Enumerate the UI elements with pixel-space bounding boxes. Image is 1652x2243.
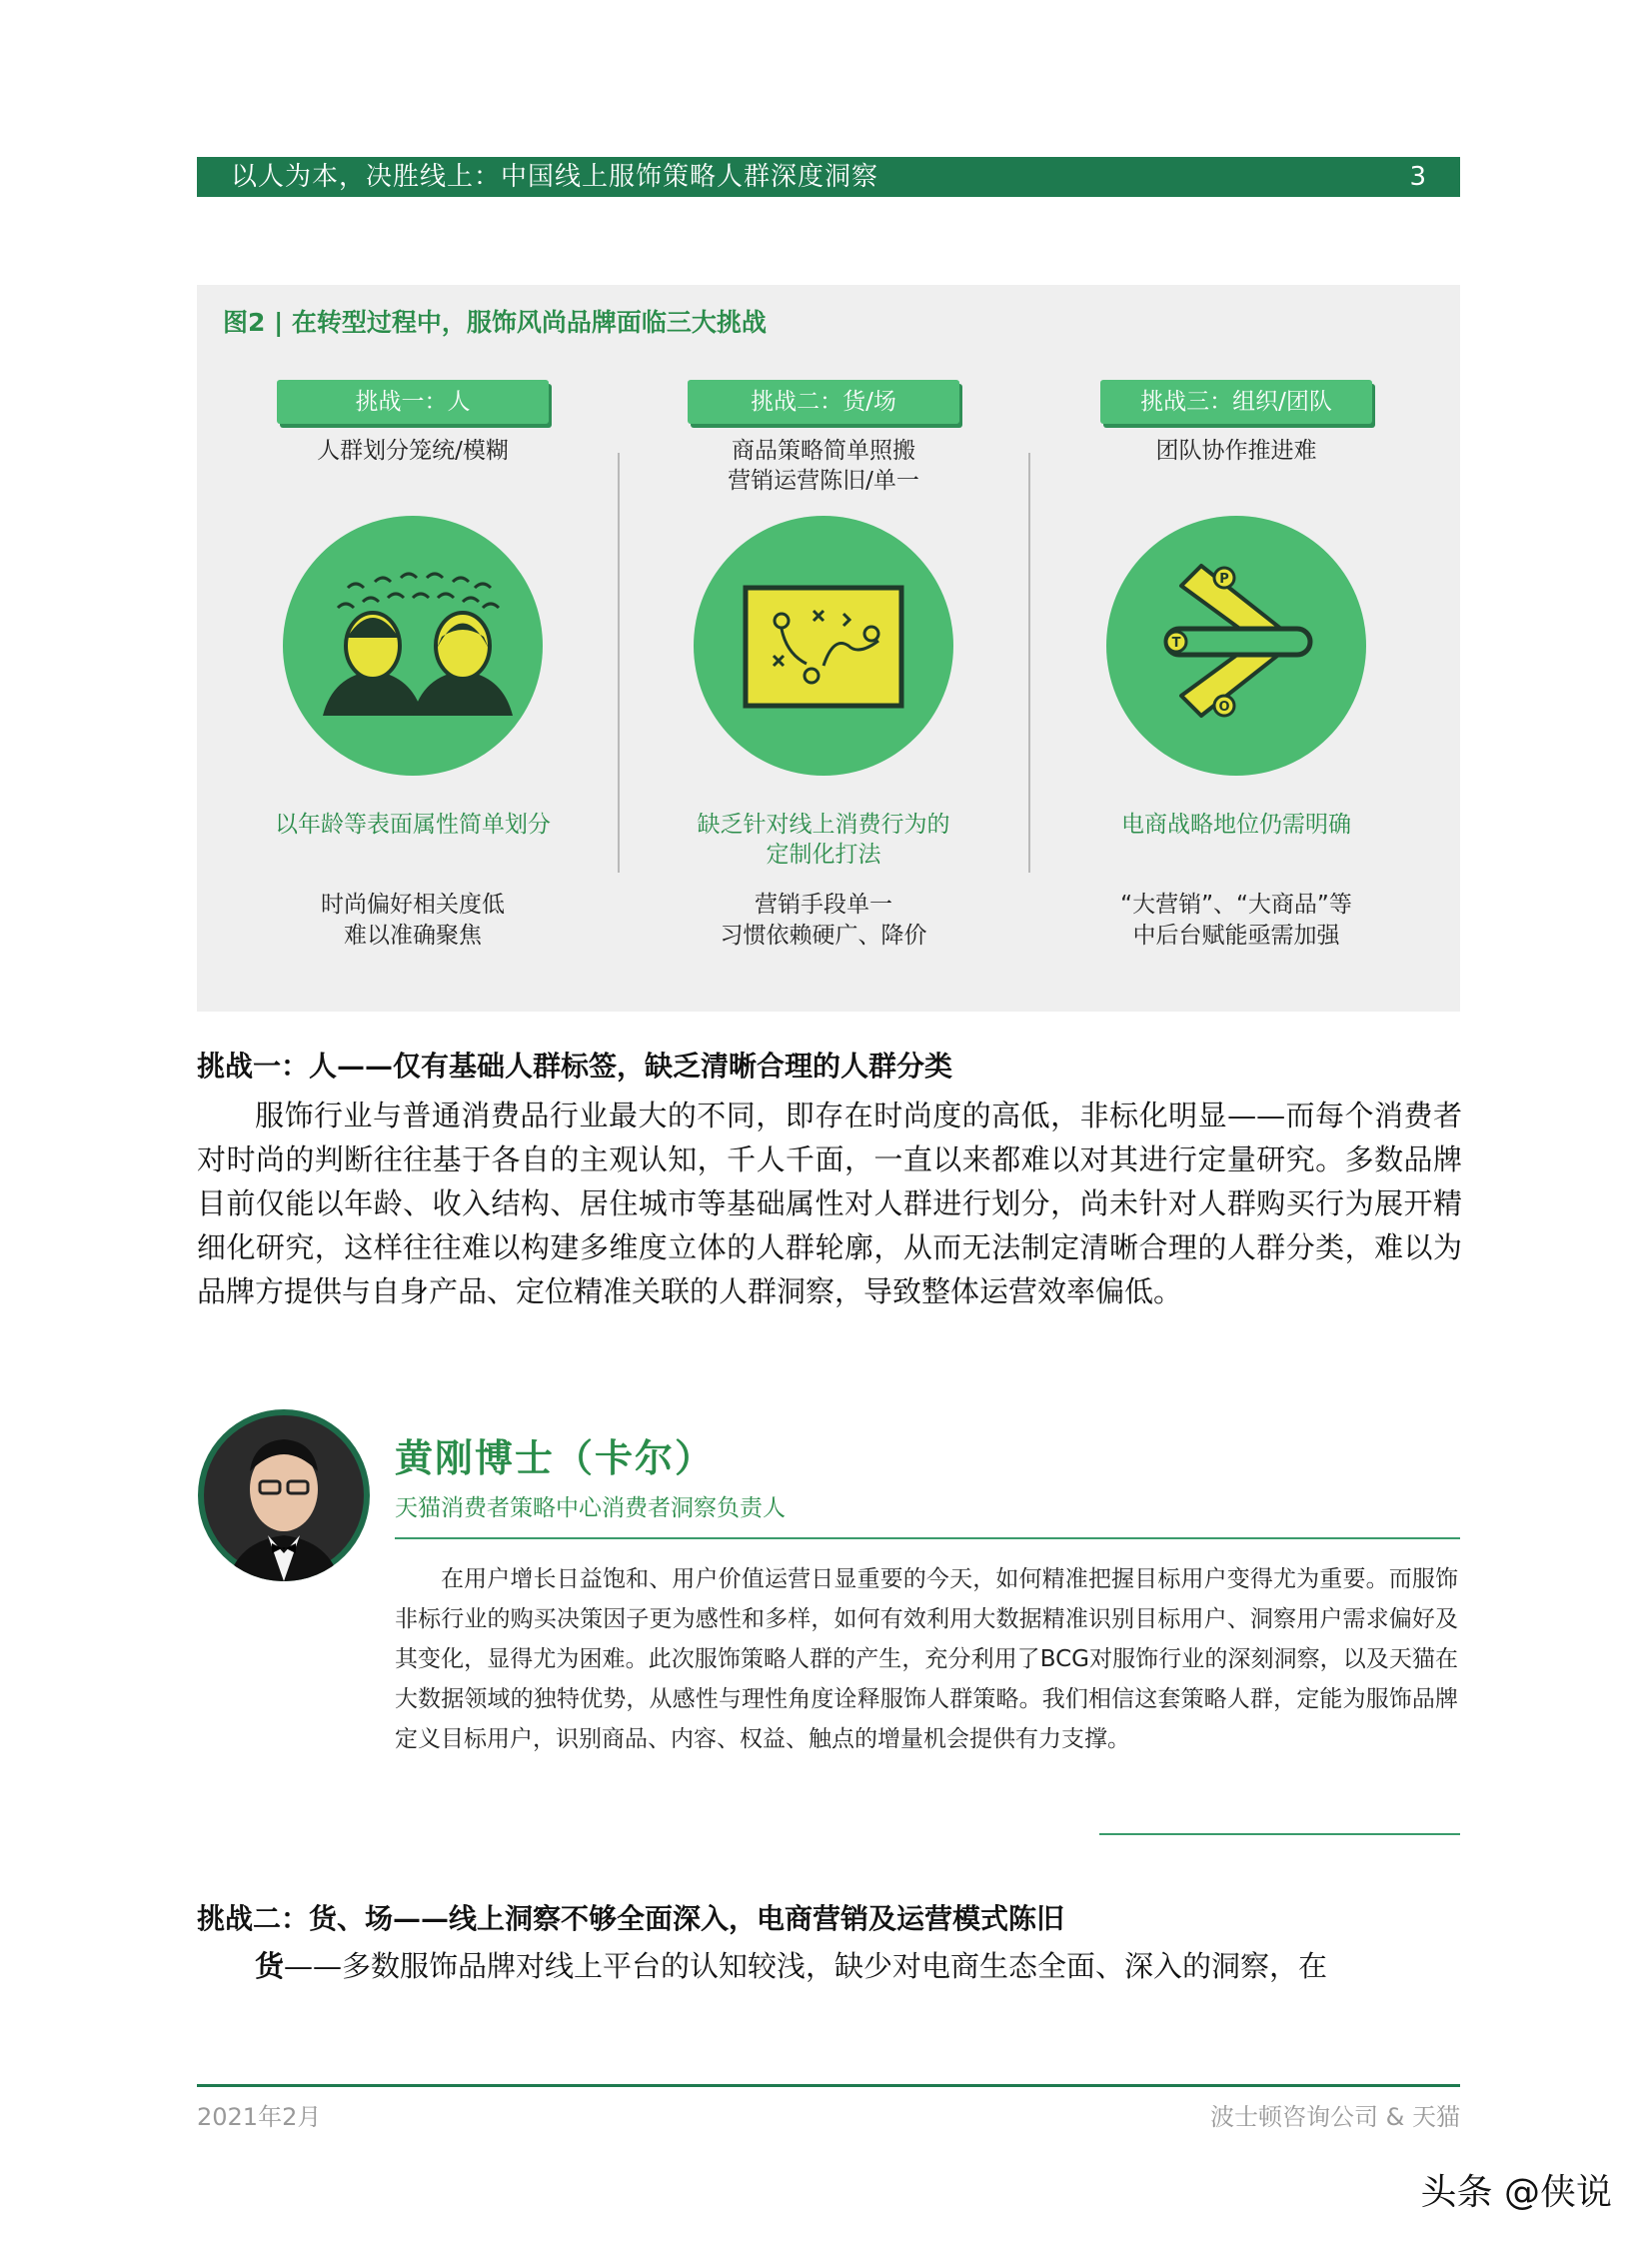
- challenge-key-issue: 缺乏针对线上消费行为的 定制化打法: [697, 812, 950, 868]
- quote-top-rule: [395, 1537, 1460, 1539]
- pto-letter-t: T: [1171, 636, 1181, 651]
- footer-org: 波士顿咨询公司 & 天猫: [1210, 2103, 1460, 2131]
- expert-quote: 在用户增长日益饱和、用户价值运营日显重要的今天，如何精准把握目标用户变得尤为重要。而服饰非标行业的购买决策因子更为感性和多样，如何有效利用大数据精准识别目标用户、洞察用户需求偏好及其变化，显得尤为困难。此次服饰策略人群的产生，充分利用了BCG对服饰行业的深刻洞察，以及天猫在大数据领域的独特优势，从感性与理性角度诠释服饰人群策略。我们相信这套策略人群，定能为服饰品牌定义目标用户，识别商品、内容、权益、触点的增量机会提供有力支撑。: [395, 1566, 1458, 1752]
- header-title: 以人为本，决胜线上：中国线上服饰策略人群深度洞察: [231, 162, 879, 192]
- challenge-details: [223, 890, 603, 952]
- section-lead-bold: 货: [255, 1949, 285, 1983]
- pto-letter-p: P: [1219, 572, 1229, 587]
- challenge-pill: 挑战二：货/场: [688, 380, 959, 424]
- footer-rule: [197, 2084, 1460, 2087]
- avatar: [198, 1409, 370, 1581]
- strategy-board-icon: [694, 516, 953, 776]
- section-heading: 挑战二：货、场——线上洞察不够全面深入，电商营销及运营模式陈旧: [197, 1902, 1065, 1935]
- quote-bottom-rule: [1099, 1833, 1460, 1835]
- detail-line: 习惯依赖硬广、降价: [720, 923, 927, 949]
- detail-line: 难以准确聚焦: [344, 923, 482, 949]
- people-crowd-icon: [283, 516, 543, 776]
- challenge-key-issue: 以年龄等表面属性简单划分: [275, 812, 551, 838]
- challenge-column-3: [1046, 380, 1426, 952]
- challenge-desc: 团队协作推进难: [1155, 438, 1317, 464]
- figure-title: 图2 | 在转型过程中，服饰风尚品牌面临三大挑战: [223, 308, 767, 337]
- header-bar: [197, 157, 1460, 197]
- challenge-pill: 挑战一：人: [277, 380, 549, 424]
- challenges-figure: [197, 285, 1460, 1012]
- detail-line: “大营销”、“大商品”等: [1120, 892, 1352, 918]
- column-divider: [1028, 453, 1030, 873]
- expert-role: 天猫消费者策略中心消费者洞察负责人: [395, 1495, 786, 1521]
- section-body-text: ——多数服饰品牌对线上平台的认知较浅，缺少对电商生态全面、深入的洞察，在: [284, 1949, 1328, 1983]
- footer-date: 2021年2月: [197, 2103, 322, 2131]
- pto-letter-o: O: [1218, 700, 1230, 715]
- challenge-desc: 人群划分笼统/模糊: [317, 438, 509, 464]
- challenge-details: [634, 890, 1013, 952]
- challenge-pill: 挑战三：组织/团队: [1100, 380, 1372, 424]
- pto-arrow-icon: [1106, 516, 1366, 776]
- challenge-column-1: [223, 380, 603, 952]
- challenge-details: [1046, 890, 1426, 952]
- challenge-desc: 商品策略简单照搬 营销运营陈旧/单一: [728, 438, 919, 494]
- section-body: [197, 1944, 1462, 1988]
- detail-line: 营销手段单一: [755, 892, 892, 918]
- page-number: 3: [1409, 162, 1426, 192]
- expert-name: 黄刚博士（卡尔）: [395, 1436, 716, 1480]
- detail-line: 时尚偏好相关度低: [321, 892, 505, 918]
- challenge-column-2: [634, 380, 1013, 952]
- section-heading: 挑战一：人——仅有基础人群标签，缺乏清晰合理的人群分类: [197, 1050, 953, 1083]
- detail-line: 中后台赋能亟需加强: [1132, 923, 1340, 949]
- column-divider: [618, 453, 620, 873]
- section-body: 服饰行业与普通消费品行业最大的不同，即存在时尚度的高低，非标化明显——而每个消费者对时尚的判断往往基于各自的主观认知，千人千面，一直以来都难以对其进行定量研究。多数品牌目前仅能以年龄、收入结构、居住城市等基础属性对人群进行划分，尚未针对人群购买行为展开精细化研究，这样往往难以构建多维度立体的人群轮廓，从而无法制定清晰合理的人群分类，难以为品牌方提供与自身产品、定位精准关联的人群洞察，导致整体运营效率偏低。: [197, 1099, 1462, 1308]
- challenge-key-issue: 电商战略地位仍需明确: [1121, 812, 1351, 838]
- watermark: 头条 @侠说: [1420, 2172, 1612, 2213]
